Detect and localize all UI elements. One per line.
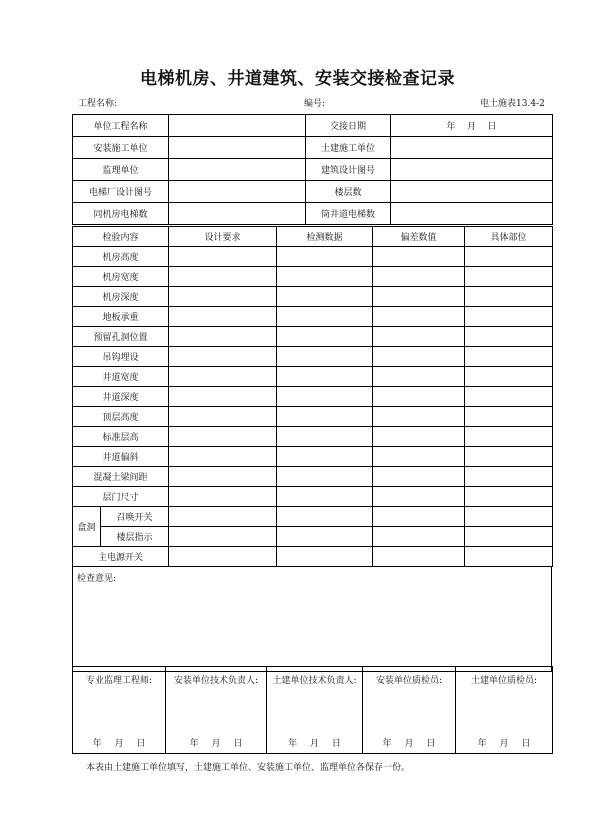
install-unit-field[interactable] [169,137,306,159]
same-room-elevators-field[interactable] [169,203,306,225]
measured-data-cell[interactable] [277,527,373,547]
measured-data-cell[interactable] [277,547,373,567]
design-requirement-cell[interactable] [169,427,277,447]
measured-data-cell[interactable] [277,447,373,467]
civil-unit-field[interactable] [391,137,553,159]
deviation-cell[interactable] [373,387,465,407]
design-requirement-cell[interactable] [169,547,277,567]
check-row [73,407,553,427]
signature-role-label: 土建单位质检员: [470,676,538,686]
signature-date: 年 月 日 [189,739,243,749]
check-row [73,447,553,467]
deviation-cell[interactable] [373,307,465,327]
measured-data-cell[interactable] [277,327,373,347]
check-row [73,427,553,447]
design-requirement-cell[interactable] [169,327,277,347]
check-item-label: 机房高度 [73,247,169,267]
measured-data-cell[interactable] [277,267,373,287]
check-header-row [73,227,553,247]
check-item-label: 机房宽度 [73,267,169,287]
same-shaft-elevators-label: 筒井道电梯数 [306,203,391,225]
design-requirement-cell[interactable] [169,447,277,467]
design-requirement-cell[interactable] [169,267,277,287]
check-row [73,367,553,387]
deviation-cell[interactable] [373,507,465,527]
signature-cell[interactable] [267,667,363,754]
factory-drawing-label: 电梯厂设计图号 [73,181,169,203]
location-cell[interactable] [465,547,553,567]
column-header: 检测数据 [277,227,373,247]
location-cell[interactable] [465,287,553,307]
check-item-label: 井道宽度 [73,367,169,387]
design-requirement-cell[interactable] [169,507,277,527]
design-requirement-cell[interactable] [169,467,277,487]
deviation-cell[interactable] [373,287,465,307]
check-row [73,507,553,527]
location-cell[interactable] [465,307,553,327]
same-room-elevators-label: 同机房电梯数 [73,203,169,225]
unit-project-name-label: 单位工程名称 [73,115,169,137]
signature-date: 年 月 日 [92,739,146,749]
design-requirement-cell[interactable] [169,407,277,427]
measured-data-cell[interactable] [277,467,373,487]
check-row [73,327,553,347]
deviation-cell[interactable] [373,467,465,487]
signature-role-label: 安装单位质检员: [375,676,443,686]
check-item-label: 楼层指示 [101,527,169,547]
check-row [73,287,553,307]
check-row [73,527,553,547]
deviation-cell[interactable] [373,327,465,347]
measured-data-cell[interactable] [277,387,373,407]
check-item-label: 井道偏斜 [73,447,169,467]
opinion-table [72,566,552,672]
check-item-label: 井道深度 [73,387,169,407]
design-requirement-cell[interactable] [169,307,277,327]
inspection-opinion-label: 检查意见: [77,574,117,584]
check-row [73,467,553,487]
location-cell[interactable] [465,327,553,347]
form-code: 电土施表13.4-2 [480,99,545,109]
inspection-opinion-field[interactable] [73,567,552,672]
location-cell[interactable] [465,427,553,447]
install-unit-label: 安装施工单位 [73,137,169,159]
deviation-cell[interactable] [373,527,465,547]
location-cell[interactable] [465,447,553,467]
check-item-label: 地板承重 [73,307,169,327]
check-row [73,247,553,267]
supervision-unit-label: 监理单位 [73,159,169,181]
signature-date: 年 月 日 [477,739,531,749]
check-table [72,226,553,567]
design-requirement-cell[interactable] [169,347,277,367]
signature-cell[interactable] [456,667,553,754]
signature-role-label: 安装单位技术负责人: [173,676,259,686]
check-item-label: 预留孔洞位置 [73,327,169,347]
floors-field[interactable] [391,181,553,203]
measured-data-cell[interactable] [277,347,373,367]
design-requirement-cell[interactable] [169,247,277,267]
location-cell[interactable] [465,507,553,527]
location-cell[interactable] [465,347,553,367]
header-info-table [72,114,553,225]
building-drawing-label: 建筑设计图号 [306,159,391,181]
column-header: 具体部位 [465,227,553,247]
column-header: 偏差数值 [373,227,465,247]
design-requirement-cell[interactable] [169,527,277,547]
signature-cell[interactable] [166,667,267,754]
check-row [73,267,553,287]
measured-data-cell[interactable] [277,507,373,527]
box-hole-group-label: 盒洞 [73,507,101,547]
factory-drawing-field[interactable] [169,181,306,203]
location-cell[interactable] [465,487,553,507]
location-cell[interactable] [465,387,553,407]
check-row [73,487,553,507]
unit-project-name-field[interactable] [169,115,306,137]
check-item-label: 吊钩埋设 [73,347,169,367]
deviation-cell[interactable] [373,267,465,287]
deviation-cell[interactable] [373,347,465,367]
civil-unit-label: 土建施工单位 [306,137,391,159]
signature-role-label: 土建单位技术负责人: [272,676,357,686]
location-cell[interactable] [465,407,553,427]
check-item-label: 顶层高度 [73,407,169,427]
measured-data-cell[interactable] [277,247,373,267]
check-item-label: 层门尺寸 [73,487,169,507]
column-header: 检验内容 [73,227,169,247]
building-drawing-field[interactable] [391,159,553,181]
check-item-label: 标准层高 [73,427,169,447]
supervision-unit-field[interactable] [169,159,306,181]
number-label: 编号: [304,99,326,109]
footnote: 本表由土建施工单位填写，土建施工单位、安装施工单位、监理单位各保存一份。 [86,763,411,773]
design-requirement-cell[interactable] [169,287,277,307]
check-item-label: 主电源开关 [73,547,169,567]
location-cell[interactable] [465,467,553,487]
signature-date: 年 月 日 [382,739,436,749]
deviation-cell[interactable] [373,247,465,267]
check-item-label: 召唤开关 [101,507,169,527]
signature-date: 年 月 日 [288,739,341,749]
signature-cell[interactable] [363,667,456,754]
deviation-cell[interactable] [373,427,465,447]
check-row [73,387,553,407]
design-requirement-cell[interactable] [169,367,277,387]
location-cell[interactable] [465,267,553,287]
deviation-cell[interactable] [373,447,465,467]
check-item-label: 混凝土梁间距 [73,467,169,487]
check-row [73,547,553,567]
location-cell[interactable] [465,367,553,387]
project-name-label: 工程名称: [78,99,118,109]
measured-data-cell[interactable] [277,487,373,507]
location-cell[interactable] [465,527,553,547]
form-title: 电梯机房、井道建筑、安装交接检查记录 [140,69,455,89]
location-cell[interactable] [465,247,553,267]
check-row [73,347,553,367]
signature-table [72,666,553,754]
measured-data-cell[interactable] [277,407,373,427]
measured-data-cell[interactable] [277,307,373,327]
measured-data-cell[interactable] [277,427,373,447]
deviation-cell[interactable] [373,547,465,567]
signature-role-label: 专业监理工程师: [85,676,153,686]
deviation-cell[interactable] [373,407,465,427]
measured-data-cell[interactable] [277,287,373,307]
deviation-cell[interactable] [373,487,465,507]
deviation-cell[interactable] [373,367,465,387]
check-row [73,307,553,327]
column-header: 设计要求 [169,227,277,247]
handover-date-field[interactable]: 年 月 日 [391,115,553,137]
same-shaft-elevators-field[interactable] [391,203,553,225]
signature-cell[interactable] [73,667,166,754]
check-item-label: 机房深度 [73,287,169,307]
handover-date-label: 交接日期 [306,115,391,137]
design-requirement-cell[interactable] [169,387,277,407]
measured-data-cell[interactable] [277,367,373,387]
floors-label: 楼层数 [306,181,391,203]
design-requirement-cell[interactable] [169,487,277,507]
